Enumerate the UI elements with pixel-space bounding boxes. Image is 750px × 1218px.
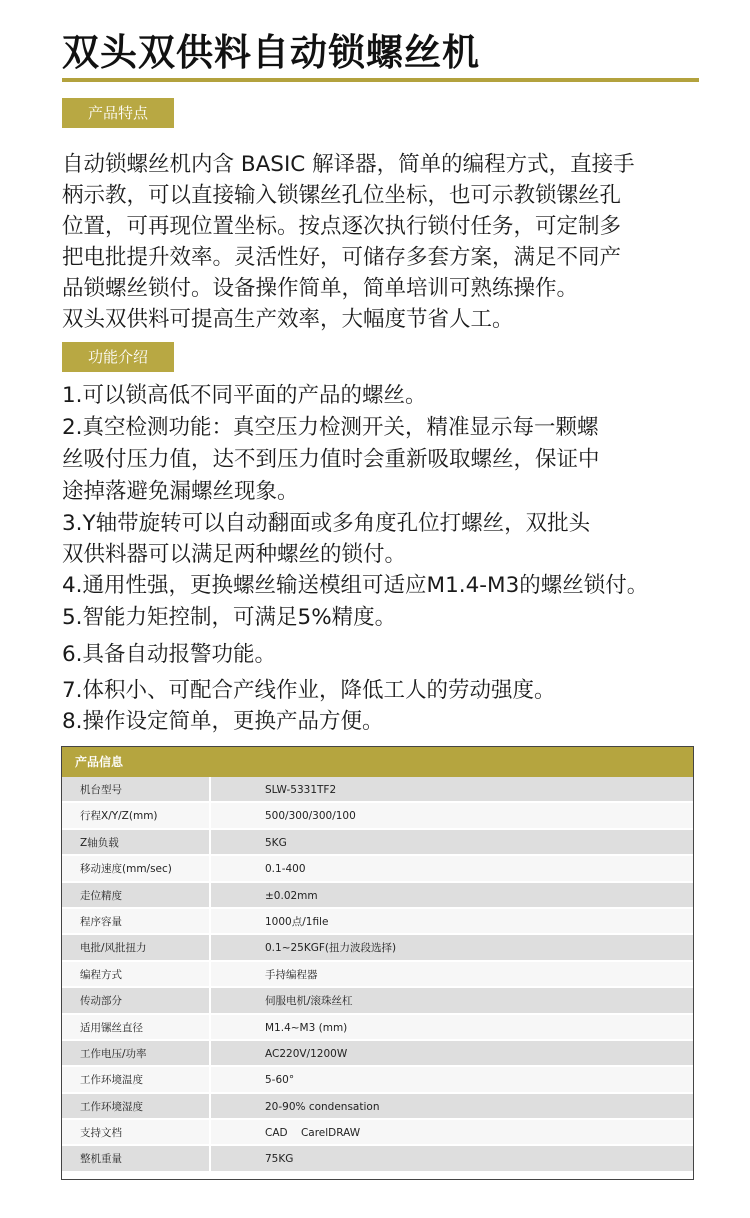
spec-value: SLW-5331TF2 <box>265 784 337 796</box>
spec-table-header: 产品信息 <box>62 747 693 777</box>
function-item: 途掉落避免漏螺丝现象。 <box>62 479 299 504</box>
spec-value: 1000点/1file <box>265 915 329 928</box>
spec-key: 工作电压/功率 <box>80 1047 147 1060</box>
spec-value: 0.1-400 <box>265 863 306 876</box>
features-line: 自动锁螺丝机内含 BASIC 解译器，简单的编程方式，直接手 <box>62 152 635 177</box>
table-row <box>62 777 693 803</box>
spec-key: Z轴负载 <box>80 836 119 849</box>
spec-key: 工作环境温度 <box>80 1074 143 1087</box>
function-item: 8.操作设定简单，更换产品方便。 <box>62 709 384 734</box>
spec-key: 支持文档 <box>80 1127 122 1140</box>
table-row <box>62 803 693 829</box>
function-item: 1.可以锁高低不同平面的产品的螺丝。 <box>62 383 427 408</box>
features-line: 柄示教，可以直接输入锁镙丝孔位坐标，也可示教锁镙丝孔 <box>62 183 622 208</box>
function-item: 3.Y轴带旋转可以自动翻面或多角度孔位打螺丝，双批头 <box>62 511 591 536</box>
spec-value: 伺服电机/滚珠丝杠 <box>265 995 353 1008</box>
function-item: 4.通用性强，更换螺丝输送模组可适应M1.4-M3的螺丝锁付。 <box>62 573 649 598</box>
spec-key: 移动速度(mm/sec) <box>80 863 172 876</box>
function-item: 双供料器可以满足两种螺丝的锁付。 <box>62 542 407 567</box>
spec-value: 5KG <box>265 836 287 849</box>
spec-key: 电批/风批扭力 <box>80 942 147 955</box>
functions-section-tag: 功能介绍 <box>62 342 174 372</box>
spec-key: 编程方式 <box>80 968 122 981</box>
features-line: 双头双供料可提高生产效率，大幅度节省人工。 <box>62 307 514 332</box>
spec-key: 整机重量 <box>80 1153 122 1166</box>
function-item: 2.真空检测功能：真空压力检测开关，精准显示每一颗螺 <box>62 415 599 440</box>
function-item: 5.智能力矩控制，可满足5%精度。 <box>62 605 397 630</box>
table-row <box>62 830 693 856</box>
table-row <box>62 1015 693 1041</box>
function-item: 6.具备自动报警功能。 <box>62 642 277 667</box>
spec-key: 适用镙丝直径 <box>80 1021 143 1034</box>
features-line: 品锁螺丝锁付。设备操作简单，简单培训可熟练操作。 <box>62 276 579 301</box>
table-row <box>62 1120 693 1146</box>
spec-value: ±0.02mm <box>265 889 318 902</box>
spec-value: 20-90% condensation <box>265 1100 380 1113</box>
table-row <box>62 935 693 961</box>
spec-value: 0.1~25KGF(扭力波段选择) <box>265 942 397 955</box>
table-row <box>62 883 693 909</box>
spec-key: 机台型号 <box>80 784 122 796</box>
spec-value: 5-60° <box>265 1074 295 1087</box>
spec-table <box>61 746 694 1180</box>
spec-key: 行程X/Y/Z(mm) <box>80 810 158 823</box>
spec-key: 工作环境湿度 <box>80 1100 143 1113</box>
spec-value: 75KG <box>265 1153 294 1166</box>
spec-value: CAD CarelDRAW <box>265 1127 361 1140</box>
table-row <box>62 909 693 935</box>
spec-value: M1.4~M3 (mm) <box>265 1021 348 1034</box>
spec-key: 程序容量 <box>80 915 122 928</box>
table-row <box>62 1146 693 1172</box>
spec-key: 传动部分 <box>80 995 122 1008</box>
features-paragraph <box>62 149 702 335</box>
table-row <box>62 988 693 1014</box>
spec-value: 手持编程器 <box>265 968 318 981</box>
table-row <box>62 856 693 882</box>
table-row <box>62 962 693 988</box>
table-row <box>62 1041 693 1067</box>
features-section-tag: 产品特点 <box>62 98 174 128</box>
spec-key: 走位精度 <box>80 889 122 902</box>
table-row <box>62 1067 693 1093</box>
table-row <box>62 1094 693 1120</box>
function-item: 丝吸付压力值，达不到压力值时会重新吸取螺丝，保证中 <box>62 447 600 472</box>
features-line: 位置，可再现位置坐标。按点逐次执行锁付任务，可定制多 <box>62 214 622 239</box>
function-item: 7.体积小、可配合产线作业，降低工人的劳动强度。 <box>62 678 556 703</box>
title-divider <box>62 78 699 82</box>
spec-value: 500/300/300/100 <box>265 810 356 823</box>
features-line: 把电批提升效率。灵活性好，可储存多套方案，满足不同产 <box>62 245 622 270</box>
spec-value: AC220V/1200W <box>265 1047 348 1060</box>
page-title: 双头双供料自动锁螺丝机 <box>62 30 480 74</box>
